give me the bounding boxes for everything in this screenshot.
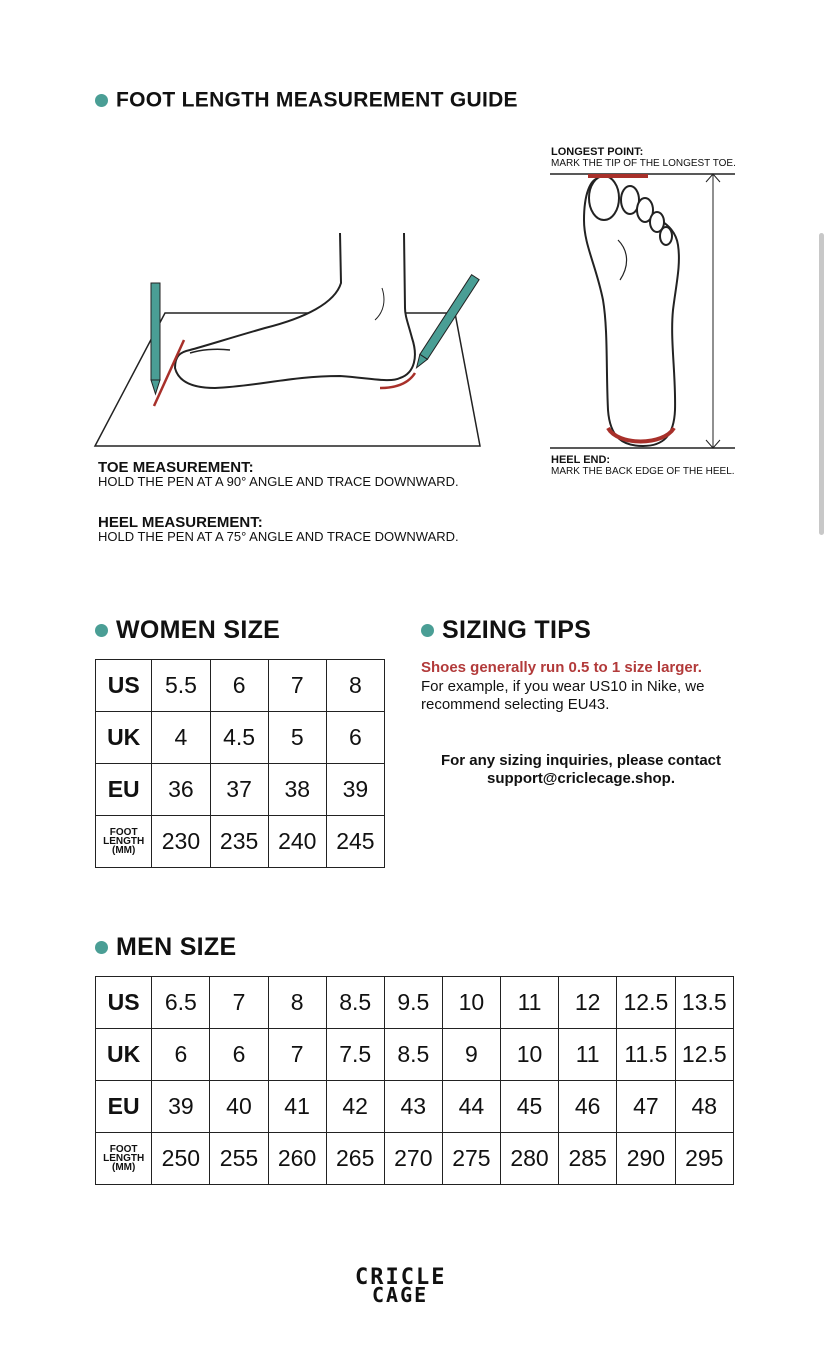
table-cell: 46 [559, 1081, 617, 1133]
table-cell: 40 [210, 1081, 268, 1133]
table-cell: 7 [268, 660, 326, 712]
men-size-title [95, 932, 236, 962]
table-cell: 12.5 [617, 977, 675, 1029]
table-cell: 255 [210, 1133, 268, 1185]
brand-logo [350, 1258, 480, 1308]
row-header [96, 816, 152, 868]
table-row [96, 1029, 734, 1081]
row-header: US [96, 660, 152, 712]
table-cell: 6 [152, 1029, 210, 1081]
table-cell: 265 [326, 1133, 384, 1185]
toe-measurement-heading: TOE MEASUREMENT: [98, 459, 254, 476]
table-cell: 6 [210, 660, 268, 712]
longest-point-caption [551, 147, 736, 169]
table-cell: 12 [559, 977, 617, 1029]
foot-length-label-line: (MM) [111, 1162, 136, 1173]
table-cell: 5 [268, 712, 326, 764]
svg-text:CAGE: CAGE [372, 1283, 429, 1307]
foot-side-illustration [90, 228, 490, 453]
table-cell: 7 [210, 977, 268, 1029]
row-header: EU [96, 1081, 152, 1133]
table-cell: 270 [384, 1133, 442, 1185]
table-cell: 7 [268, 1029, 326, 1081]
heel-measurement-caption [98, 516, 459, 544]
table-cell: 13.5 [675, 977, 733, 1029]
table-cell: 275 [442, 1133, 500, 1185]
table-cell: 39 [326, 764, 384, 816]
table-cell: 47 [617, 1081, 675, 1133]
heel-measurement-text: HOLD THE PEN AT A 75° ANGLE AND TRACE DOWNWARD. [98, 529, 459, 544]
men-size-title-text: MEN SIZE [116, 932, 237, 961]
sizing-tips-title [421, 615, 591, 645]
heel-end-caption [551, 455, 735, 477]
table-cell: 230 [152, 816, 210, 868]
table-cell: 260 [268, 1133, 326, 1185]
heel-measurement-heading: HEEL MEASUREMENT: [98, 514, 263, 531]
table-cell: 11.5 [617, 1029, 675, 1081]
table-cell: 4.5 [210, 712, 268, 764]
bullet-dot-icon [95, 94, 108, 107]
table-cell: 285 [559, 1133, 617, 1185]
table-cell: 10 [500, 1029, 558, 1081]
table-cell: 4 [152, 712, 210, 764]
table-cell: 235 [210, 816, 268, 868]
sizing-contact-text: For any sizing inquiries, please contact support@criclecage.shop. [440, 752, 722, 787]
table-cell: 240 [268, 816, 326, 868]
table-cell: 37 [210, 764, 268, 816]
table-cell: 12.5 [675, 1029, 733, 1081]
row-header: UK [96, 712, 152, 764]
foot-sole-illustration [548, 170, 738, 452]
table-cell: 39 [152, 1081, 210, 1133]
table-cell: 48 [675, 1081, 733, 1133]
table-row [96, 660, 385, 712]
men-size-table [95, 976, 734, 1185]
table-cell: 8 [268, 977, 326, 1029]
table-row [96, 816, 385, 868]
table-cell: 9.5 [384, 977, 442, 1029]
foot-length-label-line: FOOT [109, 827, 138, 838]
table-row [96, 712, 385, 764]
foot-length-label-line: LENGTH [103, 836, 145, 847]
table-cell: 36 [152, 764, 210, 816]
longest-point-text: MARK THE TIP OF THE LONGEST TOE. [551, 158, 736, 169]
row-header: UK [96, 1029, 152, 1081]
women-size-title [95, 615, 280, 645]
table-cell: 43 [384, 1081, 442, 1133]
table-cell: 295 [675, 1133, 733, 1185]
table-cell: 9 [442, 1029, 500, 1081]
foot-length-label-line: LENGTH [103, 1153, 145, 1164]
table-cell: 6.5 [152, 977, 210, 1029]
bullet-dot-icon [95, 941, 108, 954]
table-cell: 10 [442, 977, 500, 1029]
table-cell: 6 [210, 1029, 268, 1081]
guide-title [95, 88, 518, 112]
table-cell: 11 [500, 977, 558, 1029]
sizing-tips-title-text: SIZING TIPS [442, 615, 592, 644]
table-row [96, 764, 385, 816]
foot-length-label-line: FOOT [109, 1144, 138, 1155]
sizing-tip-highlight: Shoes generally run 0.5 to 1 size larger. [421, 659, 702, 676]
table-cell: 290 [617, 1133, 675, 1185]
table-cell: 250 [152, 1133, 210, 1185]
toe-measurement-text: HOLD THE PEN AT A 90° ANGLE AND TRACE DOWNWARD. [98, 474, 459, 489]
longest-point-heading: LONGEST POINT: [551, 146, 644, 158]
heel-end-heading: HEEL END: [551, 454, 611, 466]
women-size-title-text: WOMEN SIZE [116, 615, 281, 644]
heel-end-text: MARK THE BACK EDGE OF THE HEEL. [551, 466, 735, 477]
table-cell: 44 [442, 1081, 500, 1133]
table-row [96, 1133, 734, 1185]
foot-length-label-line: (MM) [112, 845, 136, 856]
sizing-tip-body: For example, if you wear US10 in Nike, we recommend selecting EU43. [421, 678, 705, 713]
table-cell: 7.5 [326, 1029, 384, 1081]
table-cell: 8.5 [384, 1029, 442, 1081]
row-header: EU [96, 764, 152, 816]
row-header: US [96, 977, 152, 1029]
table-cell: 38 [268, 764, 326, 816]
scrollbar[interactable] [819, 233, 824, 535]
table-row [96, 1081, 734, 1133]
row-header [96, 1133, 152, 1185]
table-cell: 5.5 [152, 660, 210, 712]
toe-measurement-caption [98, 461, 459, 489]
bullet-dot-icon [421, 624, 434, 637]
table-cell: 245 [326, 816, 384, 868]
table-cell: 280 [500, 1133, 558, 1185]
table-row [96, 977, 734, 1029]
svg-text:CRICLE: CRICLE [355, 1265, 447, 1290]
table-cell: 41 [268, 1081, 326, 1133]
table-cell: 6 [326, 712, 384, 764]
guide-title-text: FOOT LENGTH MEASUREMENT GUIDE [116, 88, 518, 112]
table-cell: 8.5 [326, 977, 384, 1029]
bullet-dot-icon [95, 624, 108, 637]
table-cell: 8 [326, 660, 384, 712]
table-cell: 11 [559, 1029, 617, 1081]
women-size-table [95, 659, 385, 868]
table-cell: 45 [500, 1081, 558, 1133]
table-cell: 42 [326, 1081, 384, 1133]
